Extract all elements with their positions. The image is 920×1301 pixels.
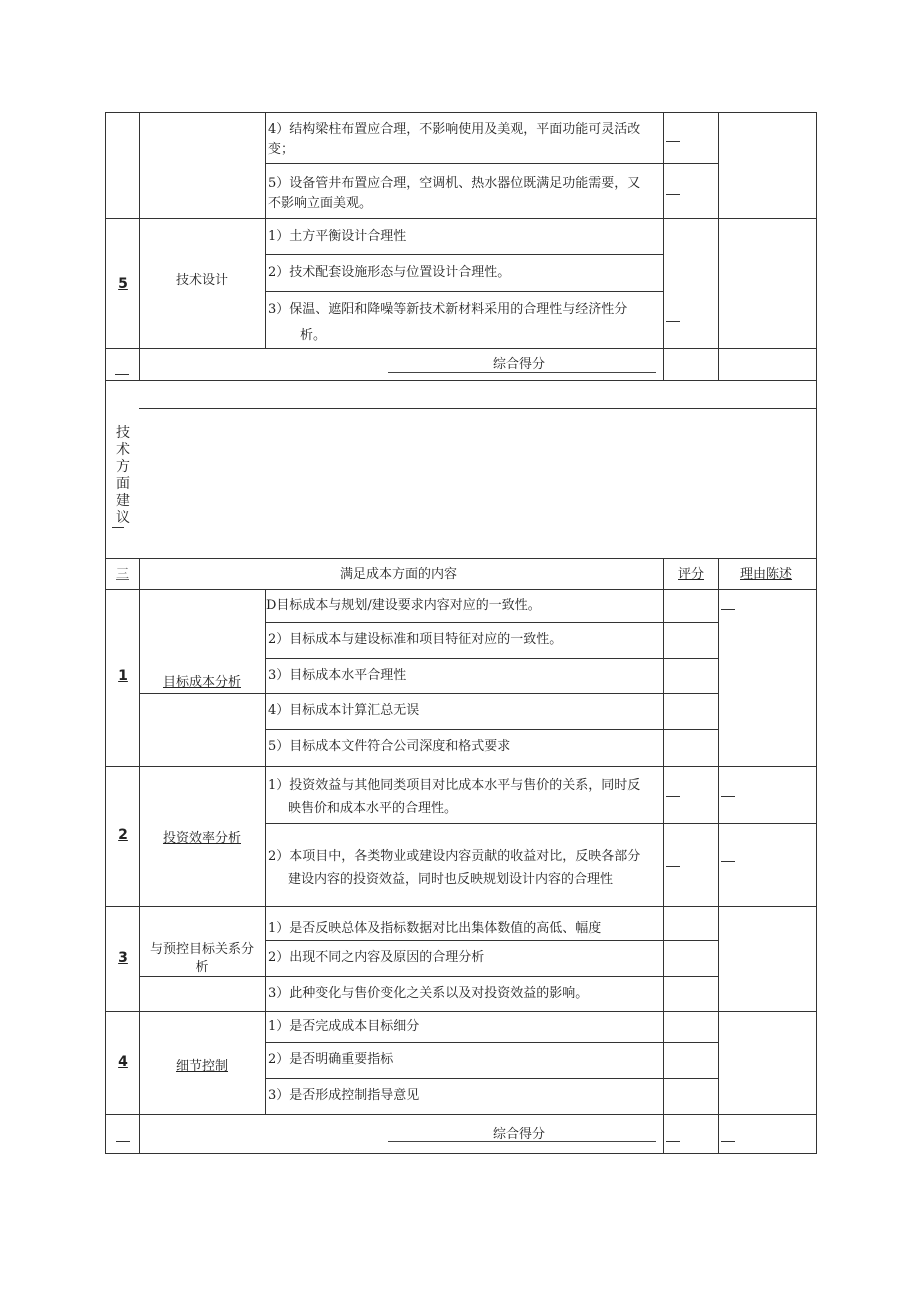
index-blank <box>116 1141 130 1142</box>
reason-column-header: 理由陈述 <box>740 567 793 582</box>
score-blank <box>666 796 680 797</box>
criterion-item: 2）出现不同之内容及原因的合理分析 <box>268 950 485 965</box>
total-score-label: 综合得分 <box>493 1127 546 1142</box>
score-blank <box>666 194 680 195</box>
total-score-label: 综合得分 <box>493 357 546 372</box>
criterion-item: 1）是否完成成本目标细分 <box>268 1019 420 1034</box>
criterion-item: 3）此种变化与售价变化之关系以及对投资效益的影响。 <box>268 986 589 1001</box>
criterion-item: 2）目标成本与建设标准和项目特征对应的一致性。 <box>268 632 563 647</box>
score-blank <box>666 1141 680 1142</box>
section-number: 5 <box>118 276 128 292</box>
section-category: 投资效率分析 <box>162 831 241 846</box>
section-number: 2 <box>118 827 128 843</box>
criterion-item: 3）目标成本水平合理性 <box>268 668 407 683</box>
section-category: 细节控制 <box>175 1059 228 1074</box>
score-column-header: 评分 <box>678 567 705 582</box>
criterion-item: 2）技术配套设施形态与位置设计合理性。 <box>268 265 511 280</box>
index-blank <box>115 374 129 375</box>
reason-blank <box>721 609 735 610</box>
reason-blank <box>721 861 735 862</box>
reason-blank <box>721 796 735 797</box>
section-category: 技术设计 <box>175 273 228 288</box>
cost-section-index: 三 <box>116 567 130 582</box>
section-category: 与预控目标关系分 析 <box>149 942 254 975</box>
cost-section-title: 满足成本方面的内容 <box>340 567 458 582</box>
section-number: 4 <box>118 1054 128 1070</box>
criterion-item: 2）是否明确重要指标 <box>268 1052 394 1067</box>
criterion-item: 5）目标成本文件符合公司深度和格式要求 <box>268 739 511 754</box>
criterion-item: 3）是否形成控制指导意见 <box>268 1088 420 1103</box>
suggestion-label: 技 术 方 面 建 议 <box>116 425 130 526</box>
score-blank <box>666 321 680 322</box>
score-blank <box>666 141 680 142</box>
criterion-item: 1）土方平衡设计合理性 <box>268 229 407 244</box>
criterion-item: 4）目标成本计算汇总无误 <box>268 703 420 718</box>
criterion-item: D目标成本与规划/建设要求内容对应的一致性。 <box>266 598 541 613</box>
suggestion-underline <box>112 527 124 528</box>
section-number: 3 <box>118 950 128 966</box>
section-number: 1 <box>118 668 128 684</box>
reason-blank <box>721 1141 735 1142</box>
criterion-item: 1）是否反映总体及指标数据对比出集体数值的高低、幅度 <box>268 921 602 936</box>
section-category: 目标成本分析 <box>162 675 241 690</box>
score-blank <box>666 866 680 867</box>
